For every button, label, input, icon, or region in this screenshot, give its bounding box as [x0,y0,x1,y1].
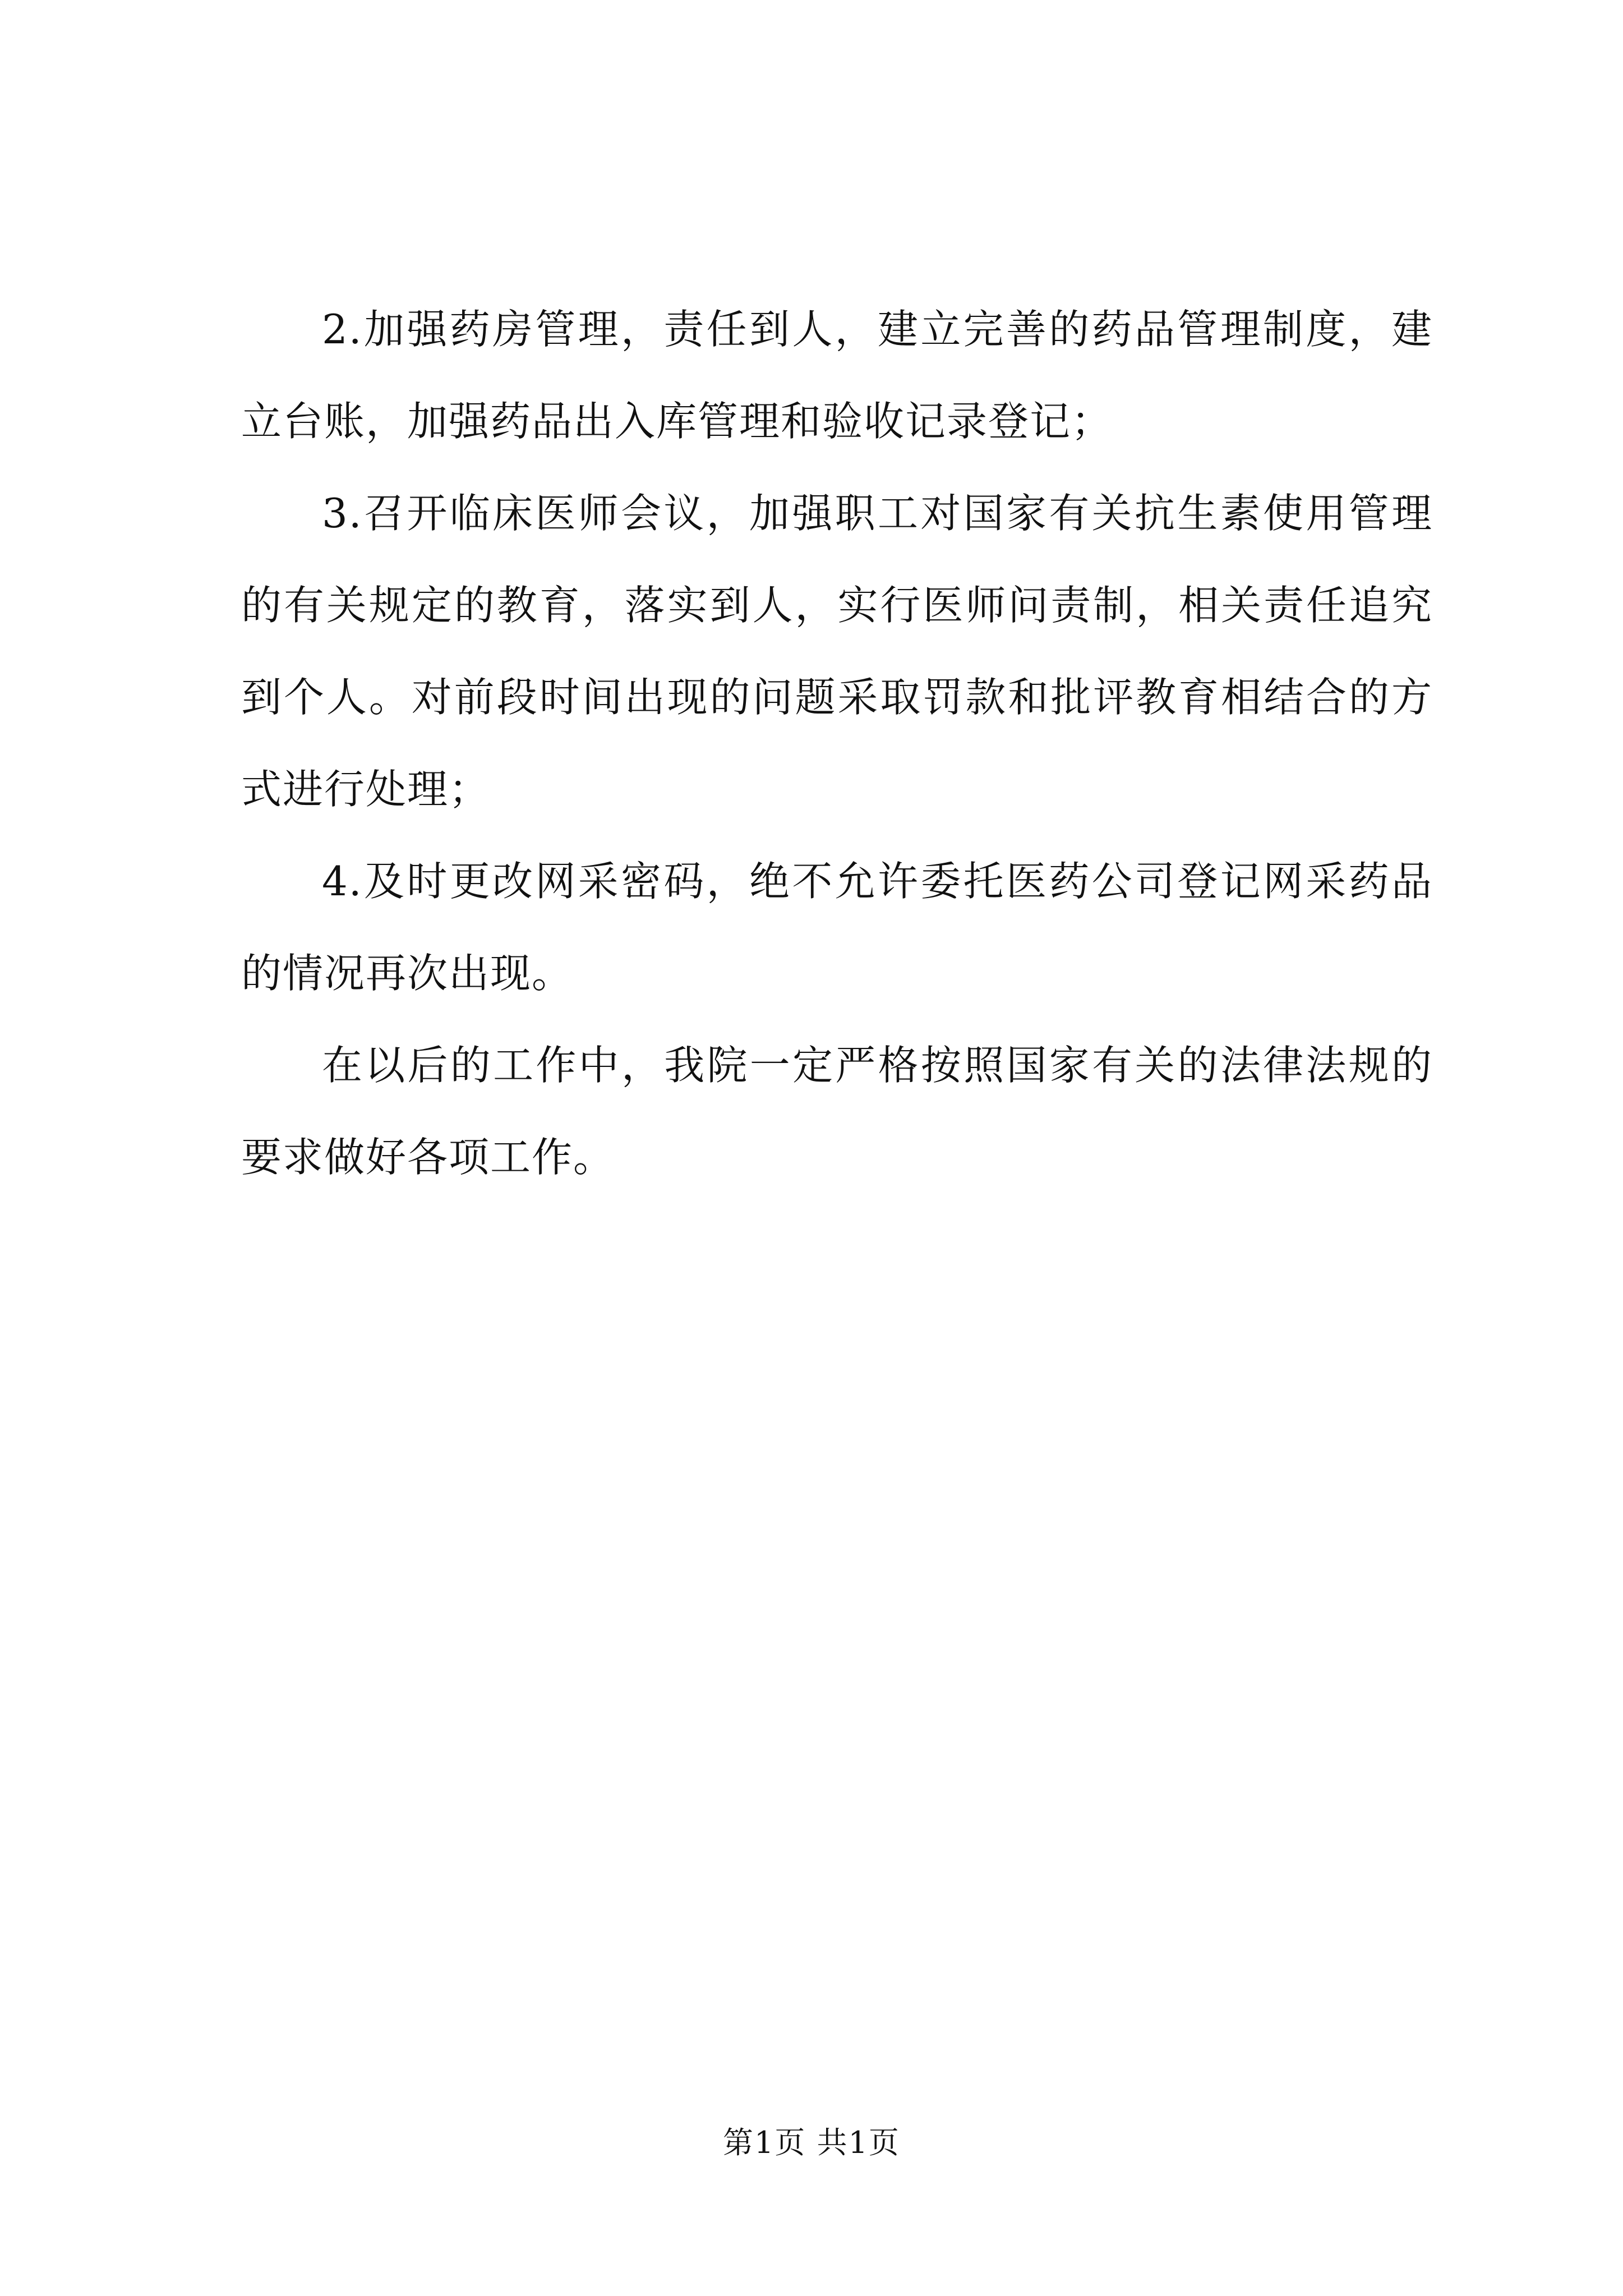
paragraph-item-2: 2.加强药房管理，责任到人，建立完善的药品管理制度，建立台账，加强药品出入库管理和验收记录登记； [241,306,1433,445]
paragraph-item-4: 4.及时更改网采密码，绝不允许委托医药公司登记网采药品的情况再次出现。 [241,858,1433,997]
page-footer: 第1页 共1页 [723,2125,900,2160]
paragraph-conclusion: 在以后的工作中，我院一定严格按照国家有关的法律法规的要求做好各项工作。 [241,1042,1433,1181]
document-body [241,283,1433,1203]
paragraph-item-3: 3.召开临床医师会议，加强职工对国家有关抗生素使用管理的有关规定的教育，落实到人，实行医师问责制，相关责任追究到个人。对前段时间出现的问题采取罚款和批评教育相结合的方式进行处理； [241,490,1433,813]
